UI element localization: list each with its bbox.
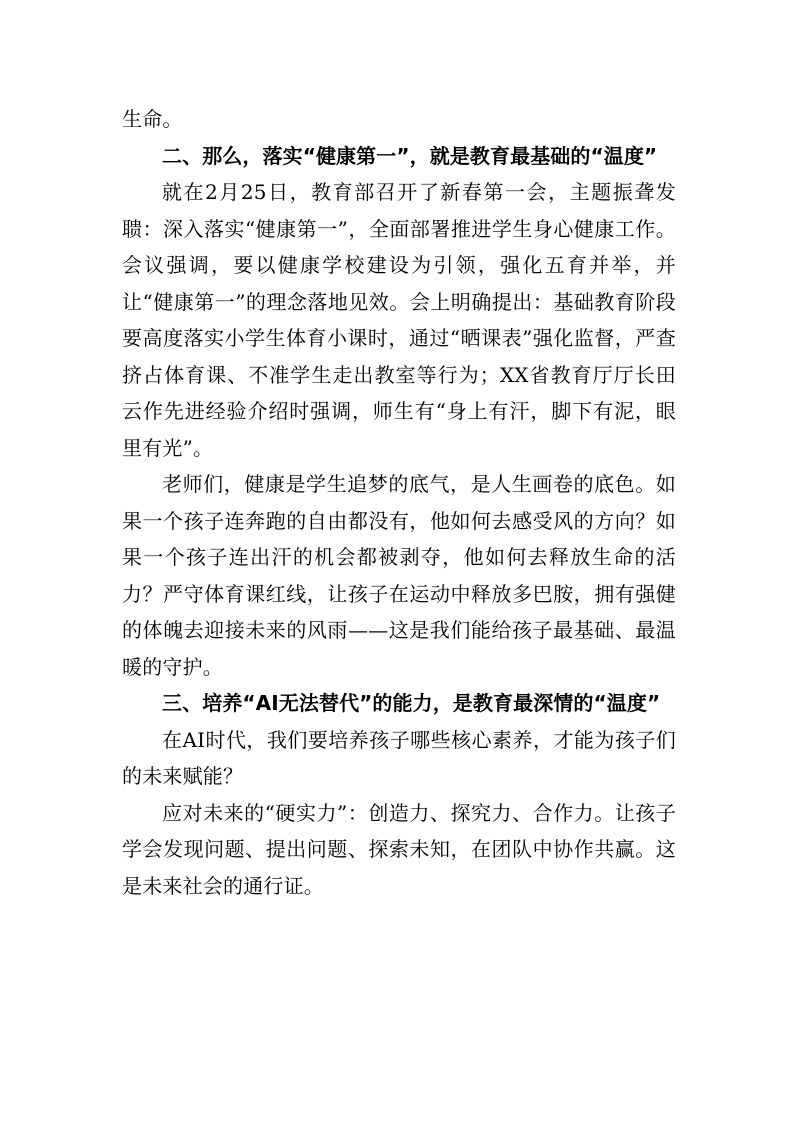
section-three-heading: 三、培养“AI无法替代”的能力，是教育最深情的“温度” bbox=[162, 691, 661, 715]
section-two-paragraph-2: 老师们，健康是学生追梦的底气，是人生画卷的底色。如果一个孩子连奔跑的自由都没有，他如何去感受风的方向？如果一个孩子连出汗的机会都被剥夺，他如何去释放生命的活力？严守体育课红线，让孩子在运动中释放多巴胺，拥有强健的体魄去迎接未来的风雨——这是我们能给孩子最基础、最温暖的守护。 bbox=[122, 472, 676, 679]
opening-fragment: 生命。 bbox=[122, 107, 183, 131]
section-two-paragraph-1: 就在2月25日，教育部召开了新春第一会，主题振聋发聩：深入落实“健康第一”，全面部署推进学生身心健康工作。会议强调，要以健康学校建设为引领，强化五育并举，并让“健康第一”的理念落地见效。会上明确提出：基础教育阶段要高度落实小学生体育小课时，通过“晒课表”强化监督，严查挤占体育课、不准学生走出教室等行为；XX省教育厅厅长田云作先进经验介绍时强调，师生有“身上有汗，脚下有泥，眼里有光”。 bbox=[122, 180, 676, 460]
document-body bbox=[122, 101, 676, 904]
section-three-paragraph-1: 在AI时代，我们要培养孩子哪些核心素养，才能为孩子们的未来赋能？ bbox=[122, 727, 676, 788]
section-three-paragraph-2: 应对未来的“硬实力”：创造力、探究力、合作力。让孩子学会发现问题、提出问题、探索未知，在团队中协作共赢。这是未来社会的通行证。 bbox=[122, 800, 676, 898]
section-two-heading: 二、那么，落实“健康第一”，就是教育最基础的“温度” bbox=[162, 143, 658, 168]
